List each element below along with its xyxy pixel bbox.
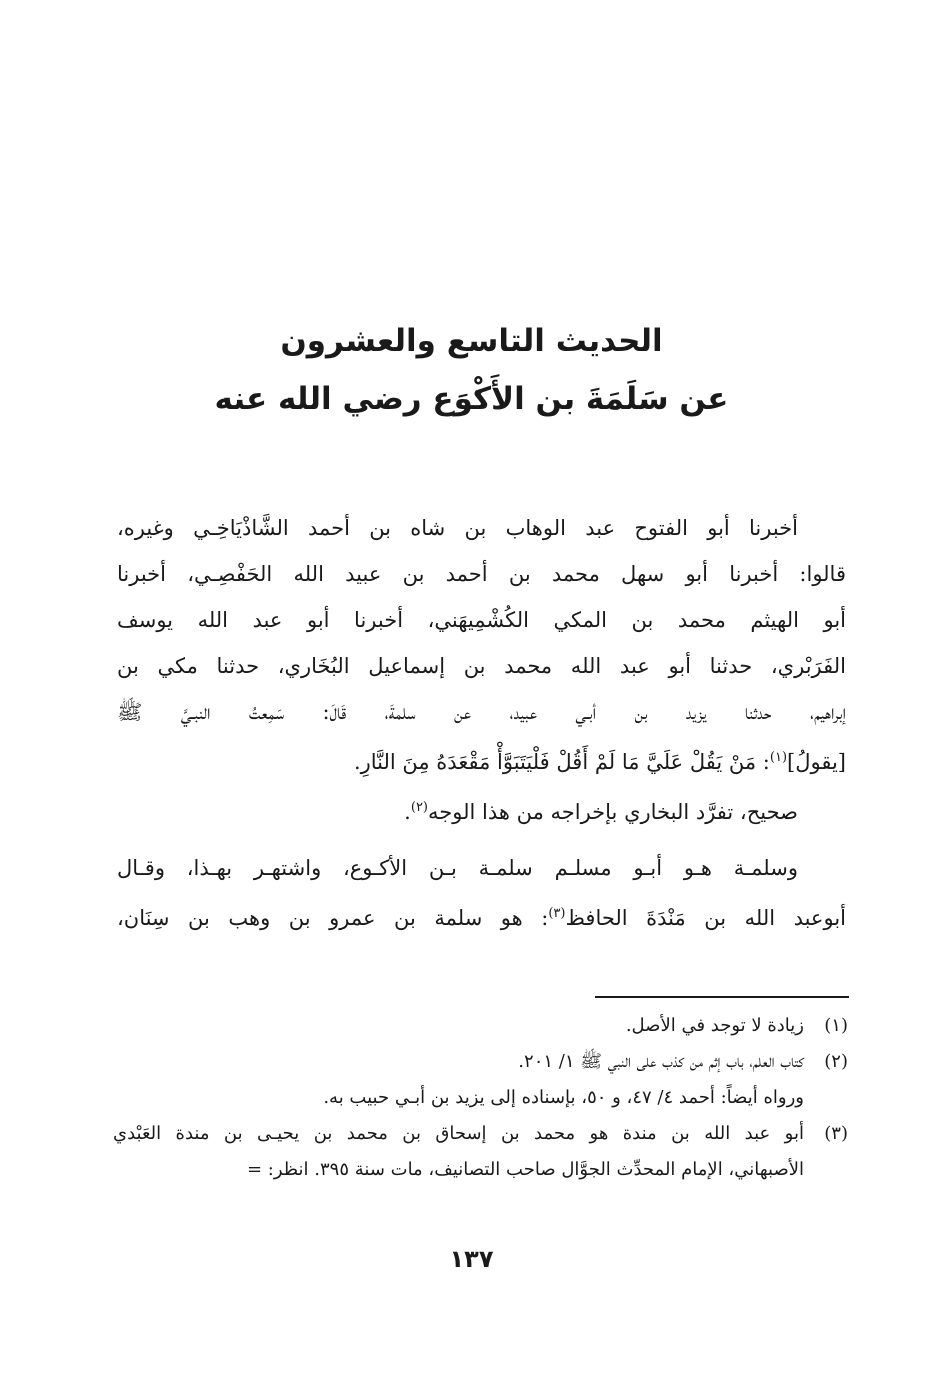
text-line: وسلمـة هـو أبـو مسلـم سلمـة بـن الأكـوع، واشتهـر بهـذا، وقـال: [117, 856, 798, 880]
hadith-paragraph: [117, 505, 846, 785]
main-text: [117, 505, 846, 941]
footnote-text: كتاب العلم، باب إثم من كذب على النبي ﷺ ١/ ٢٠١.: [518, 1051, 804, 1072]
grading-text: صحيح، تفرَّد البخاري بإخراجه من هذا الوجه: [428, 800, 798, 824]
footnote-ref-1: (١): [769, 750, 788, 765]
footnote-2: [113, 1044, 848, 1080]
page-number: ١٣٧: [449, 1245, 494, 1273]
paragraph-gap: [117, 835, 846, 845]
footnote-number: (٣): [824, 1123, 848, 1144]
footnote-1: [113, 1008, 848, 1044]
footnote-separator: [595, 996, 849, 998]
text-line: [117, 891, 846, 941]
text-line: قالوا: أخبرنا أبو سهل محمد بن أحمد بن عبيد الله الحَفْصِـي، أخبرنا: [117, 562, 846, 586]
footnotes: [113, 1008, 848, 1188]
footnote-text: الأصبهاني، الإمام المحدِّث الجوَّال صاحب التصانيف، مات سنة ٣٩٥. انظر: =: [246, 1159, 804, 1180]
grading-paragraph: [117, 785, 846, 835]
footnote-text: أبو عبد الله بن مندة هو محمد بن إسحاق بن محمد بن يحيـى بن مندة العَبْدي: [113, 1123, 804, 1144]
footnote-text: زيادة لا توجد في الأصل.: [625, 1015, 804, 1036]
chapter-heading: [0, 312, 943, 428]
text-line: إبراهيم، حدثنا يزيد بن أبـي عبيد، عن سلمةَ، قَالَ: سَمِعتُ النبـيَّ ﷺ: [117, 700, 846, 724]
footnote-3: [113, 1116, 848, 1188]
text-line: أخبرنا أبو الفتوح عبد الوهاب بن شاه بن أحمد الشَّاذْيَاخِـي وغيره،: [117, 516, 798, 540]
bracketed-word: [يقولُ]: [787, 750, 846, 774]
heading-line-1: الحديث التاسع والعشرون: [280, 323, 663, 359]
hadith-matn: : مَنْ يَقُلْ عَلَيَّ مَا لَمْ أَقُلْ فَلْيَتَبَوَّأْ مَقْعَدَهُ مِنَ النَّارِ.: [353, 750, 770, 774]
narrator-paragraph: [117, 845, 846, 941]
footnote-number: (١): [824, 1015, 848, 1036]
narrator-lineage: : هو سلمة بن عمرو بن وهب بن سِنَان،: [117, 906, 549, 930]
text-line: صحيح، تفرَّد البخاري بإخراجه من هذا الوجه$^{(٢)}$.: [404, 800, 798, 824]
heading-line-2: عن سَلَمَةَ بن الأَكْوَع رضي الله عنه: [214, 381, 729, 417]
text-line: الفَرَبْري، حدثنا أبو عبد الله محمد بن إسماعيل البُخَاري، حدثنا مكي بن: [117, 654, 846, 678]
footnote-ref-3: (٣): [548, 906, 566, 921]
footnote-number: (٢): [824, 1051, 848, 1072]
text-line: [117, 735, 846, 785]
narrator-name: أبوعبد الله بن مَنْدَةَ الحافظ: [565, 906, 846, 930]
footnote-ref-2: (٢): [410, 800, 428, 815]
footnote-2-continuation: ورواه أيضاً: أحمد ٤/ ٤٧، و ٥٠، بإسناده إلى يزيد بن أبـي حبيب به.: [323, 1087, 804, 1108]
text-line: أبو الهيثم محمد بن المكي الكُشْمِيهَني، أخبرنا أبو عبد الله يوسف: [117, 608, 846, 632]
